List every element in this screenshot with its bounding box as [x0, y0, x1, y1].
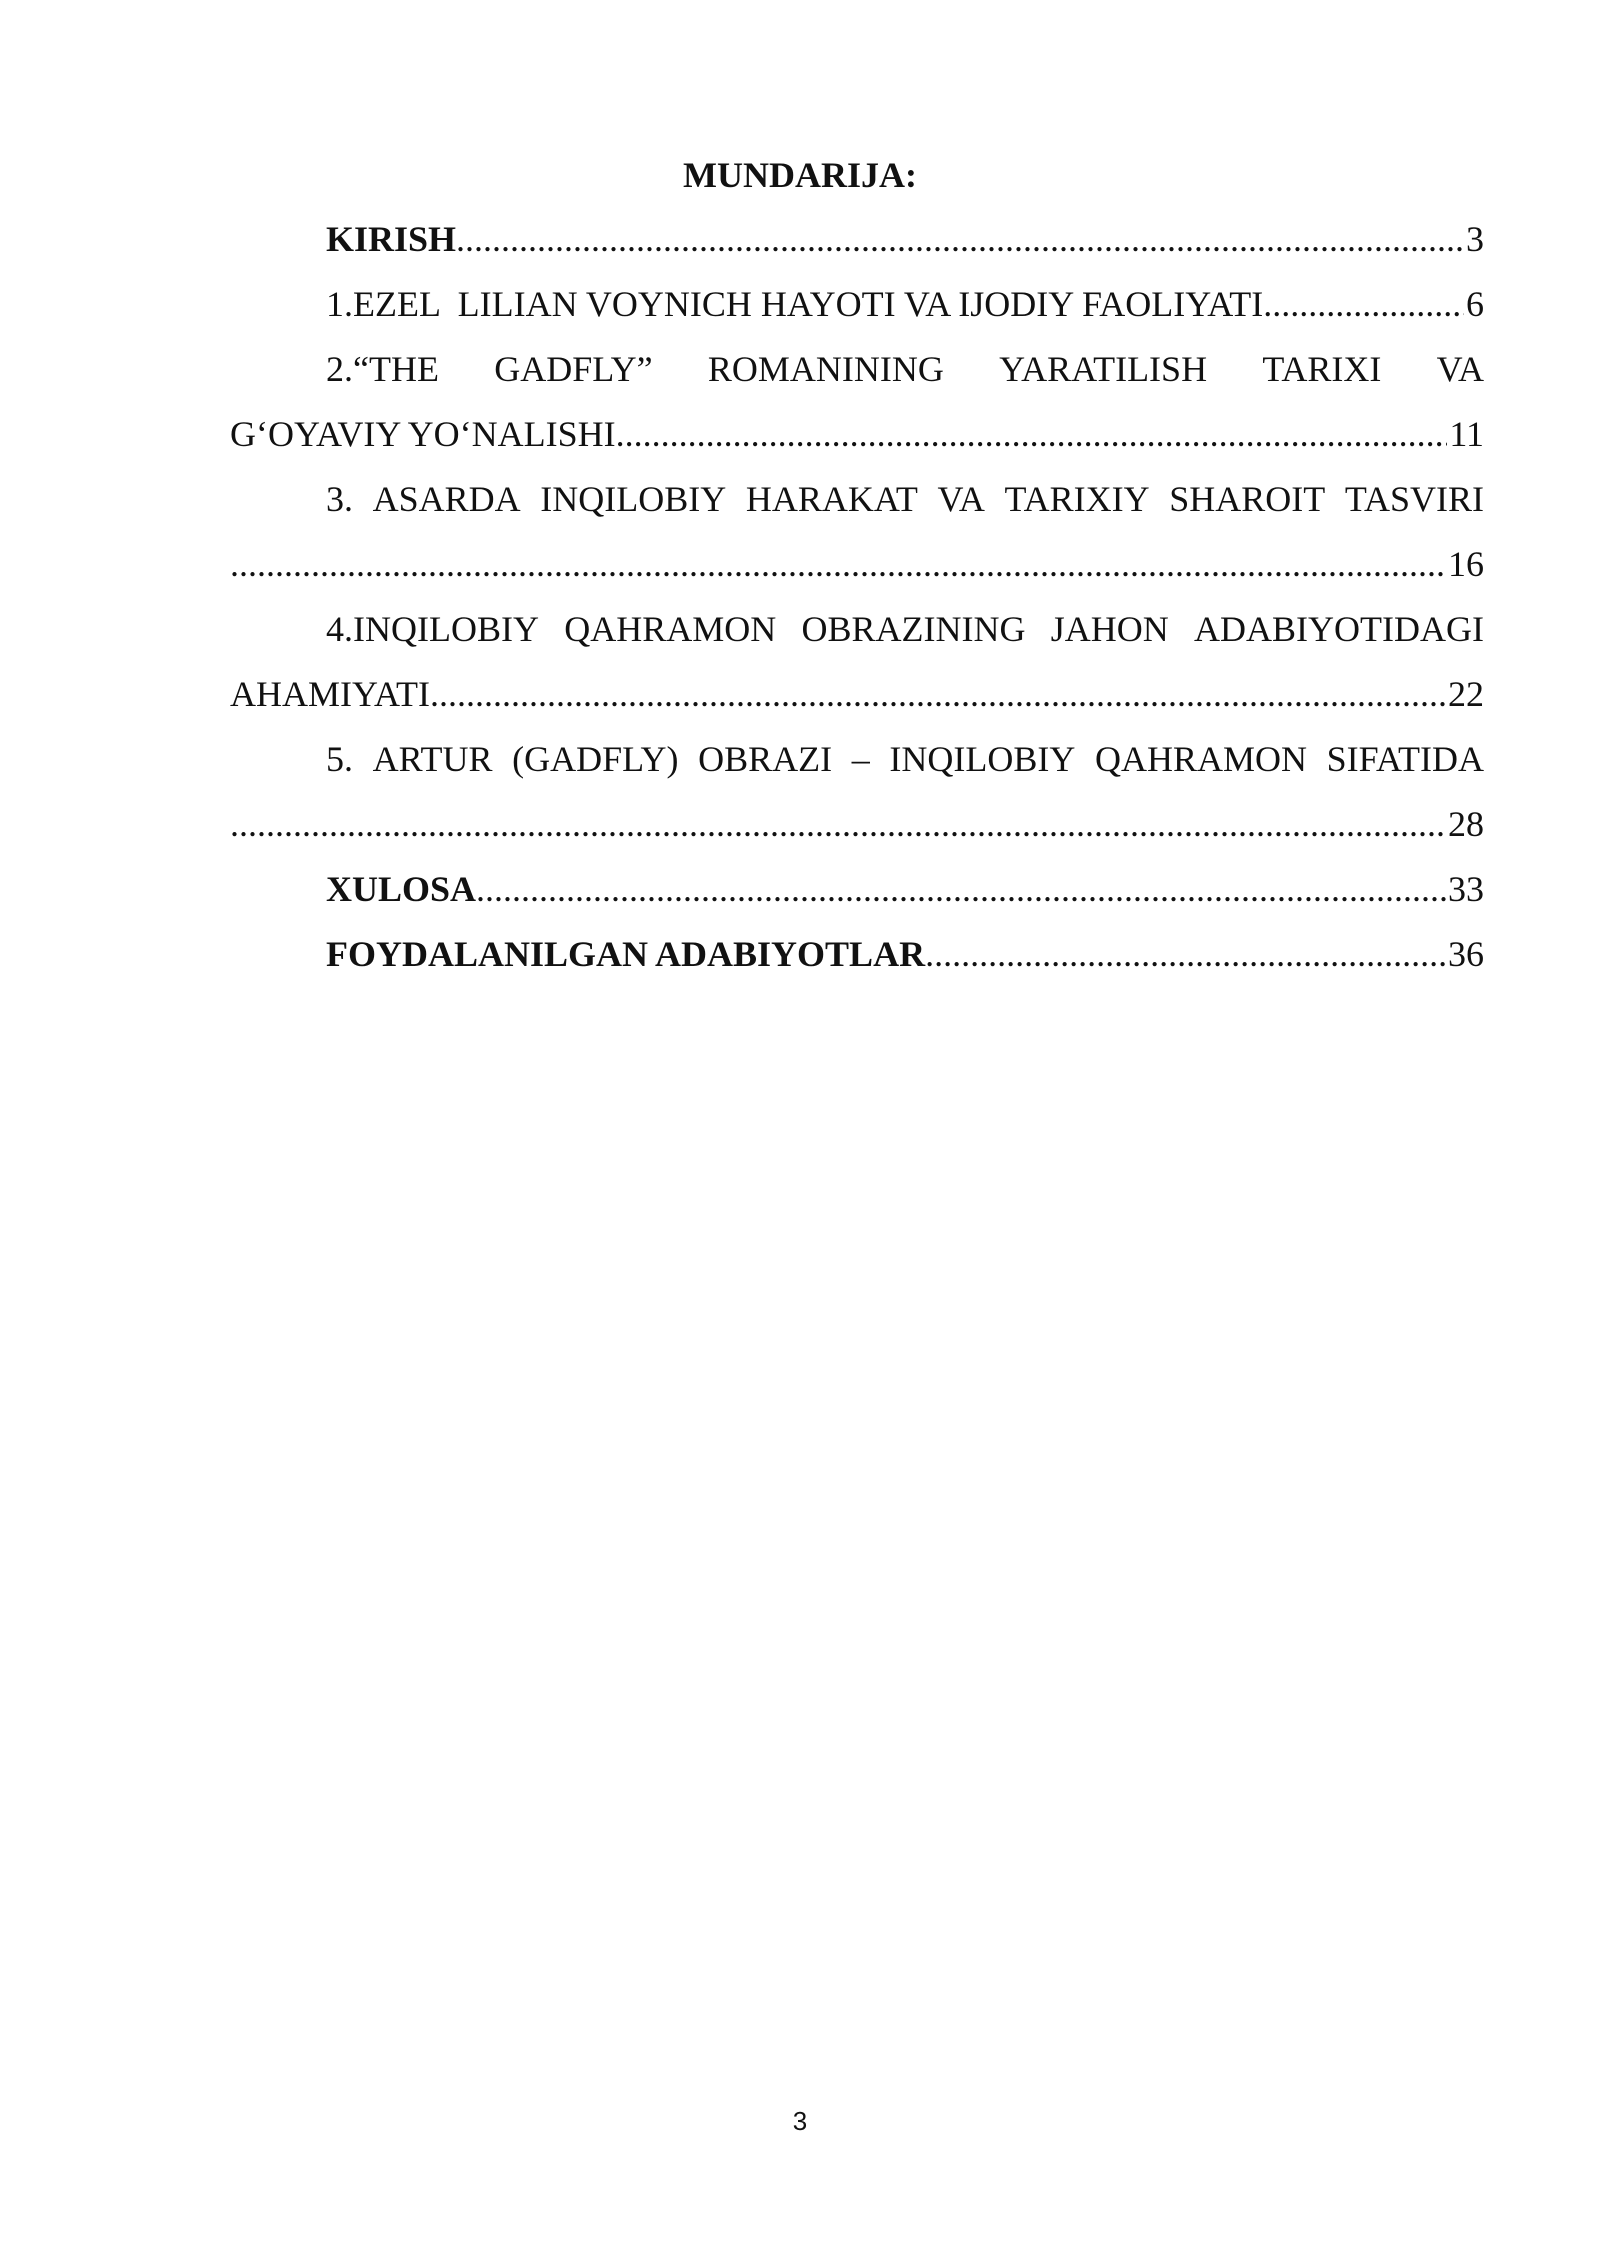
toc-word: (GADFLY)	[512, 739, 679, 779]
toc-entry-label: G‘OYAVIY YO‘NALISHI	[230, 414, 616, 454]
toc-entry-adabiyotlar[interactable]	[230, 922, 1484, 987]
toc-page-number: 6	[1466, 284, 1484, 324]
toc-word: 4.INQILOBIY	[326, 609, 539, 649]
toc-page-number: 16	[1448, 544, 1484, 584]
toc-entry-4-line1[interactable]	[230, 597, 1484, 662]
toc-word: QAHRAMON	[1094, 739, 1307, 779]
toc-page-number: 28	[1448, 804, 1484, 844]
footer-page-number: 3	[792, 2106, 808, 2136]
toc-word: TARIXIY	[1004, 479, 1150, 519]
toc-entry-label: AHAMIYATI	[230, 674, 430, 714]
toc-entry-label: FOYDALANILGAN ADABIYOTLAR	[326, 934, 926, 974]
toc-word: JAHON	[1050, 609, 1169, 649]
toc-word: SIFATIDA	[1326, 739, 1484, 779]
toc-page-number: 11	[1449, 414, 1484, 454]
toc-word: VA	[937, 479, 985, 519]
dot-leader	[430, 662, 1446, 727]
toc-entry-label: 1.EZEL LILIAN VOYNICH HAYOTI VA IJODIY FAOLIYATI	[326, 284, 1264, 324]
dot-leader	[476, 857, 1446, 922]
toc-entry-kirish[interactable]	[230, 207, 1484, 272]
toc-word: ADABIYOTIDAGI	[1194, 609, 1484, 649]
toc-word: ROMANINING	[707, 349, 944, 389]
toc-word: SHAROIT	[1169, 479, 1326, 519]
dot-leader	[925, 922, 1446, 987]
toc-page-number: 3	[1466, 219, 1484, 259]
toc-word: QAHRAMON	[564, 609, 777, 649]
toc-word: INQILOBIY	[889, 739, 1076, 779]
toc-entry-5-line1[interactable]	[230, 727, 1484, 792]
toc-word: TARIXI	[1262, 349, 1382, 389]
toc-entry-1[interactable]	[230, 272, 1484, 337]
toc-word: 3.	[326, 479, 353, 519]
dot-leader	[1263, 272, 1464, 337]
toc-word: YARATILISH	[999, 349, 1208, 389]
toc-word: 2.“THE	[326, 349, 439, 389]
toc-word: TASVIRI	[1344, 479, 1484, 519]
toc-entry-5-line2[interactable]	[230, 792, 1484, 857]
toc-entry-4-line2[interactable]	[230, 662, 1484, 727]
toc-page-number: 36	[1448, 934, 1484, 974]
toc-word: ARTUR	[372, 739, 493, 779]
toc-word: –	[851, 739, 870, 779]
toc-page-number: 22	[1448, 674, 1484, 714]
toc-page-number: 33	[1448, 869, 1484, 909]
toc-word: OBRAZINING	[801, 609, 1026, 649]
toc-title: MUNDARIJA:	[683, 155, 917, 195]
toc-word: ASARDA	[372, 479, 521, 519]
toc-entry-label: KIRISH	[326, 219, 457, 259]
toc-entry-xulosa[interactable]	[230, 857, 1484, 922]
toc-word: HARAKAT	[745, 479, 918, 519]
toc-entry-3-line1[interactable]	[230, 467, 1484, 532]
table-of-contents	[230, 207, 1484, 987]
dot-leader	[616, 402, 1448, 467]
toc-entry-3-line2[interactable]	[230, 532, 1484, 597]
dot-leader	[230, 532, 1446, 597]
toc-entry-2-line1[interactable]	[230, 337, 1484, 402]
toc-entry-2-line2[interactable]	[230, 402, 1484, 467]
dot-leader	[230, 792, 1446, 857]
toc-word: GADFLY”	[494, 349, 653, 389]
toc-word: 5.	[326, 739, 353, 779]
dot-leader	[456, 207, 1464, 272]
toc-word: OBRAZI	[698, 739, 833, 779]
toc-entry-label: XULOSA	[326, 869, 477, 909]
toc-word: INQILOBIY	[540, 479, 727, 519]
toc-word: VA	[1436, 349, 1484, 389]
